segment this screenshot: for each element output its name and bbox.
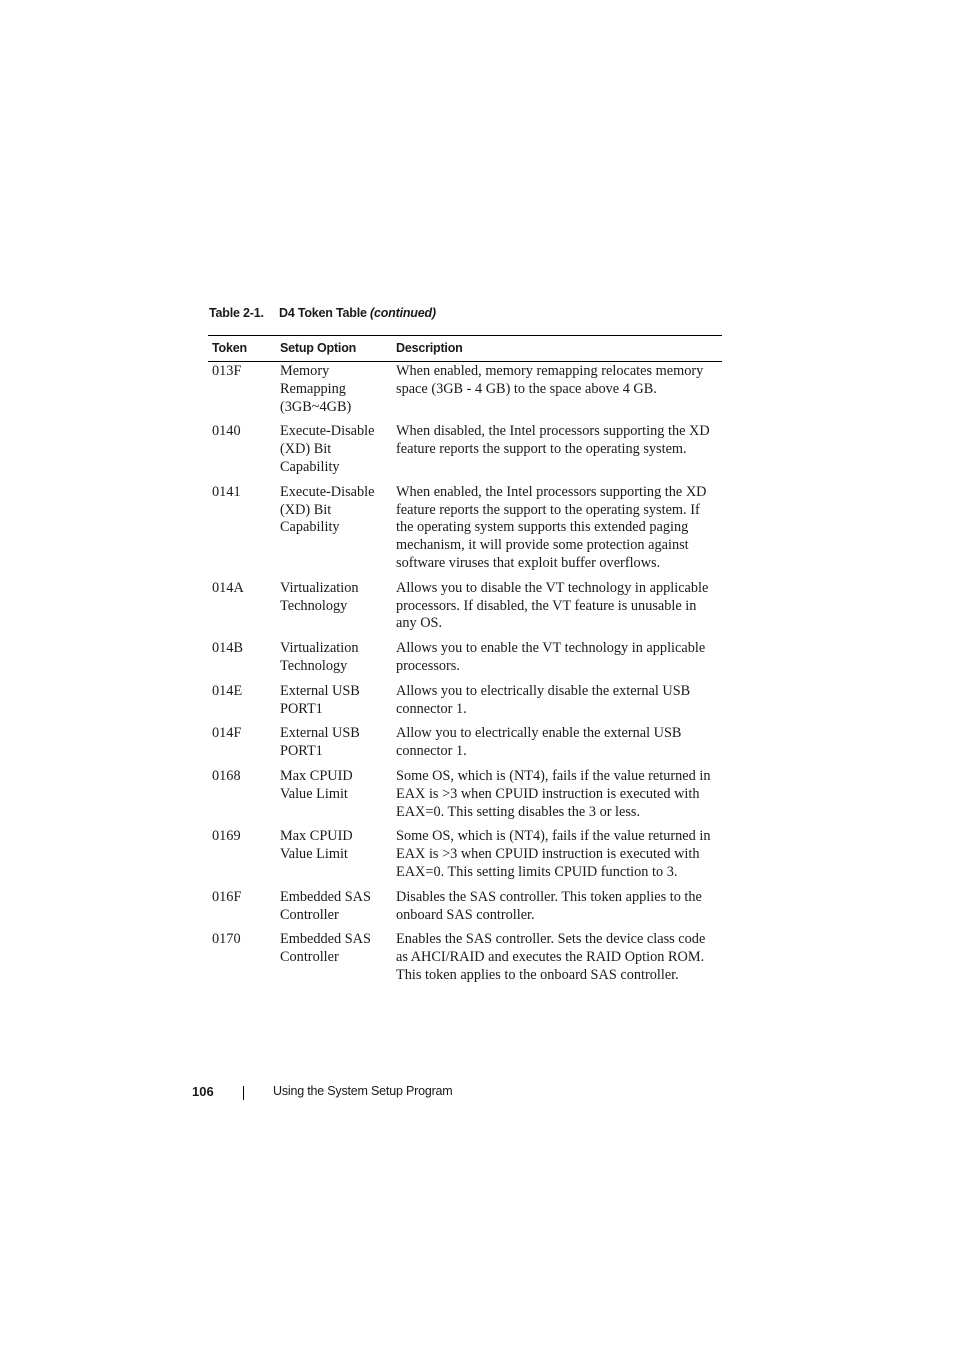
setup-option-cell: External USB PORT1 [280, 725, 360, 760]
token-cell: 0140 [212, 423, 241, 440]
page-footer [0, 1084, 954, 1104]
table-row [208, 931, 722, 991]
token-cell: 0169 [212, 828, 241, 845]
description-cell: Allows you to enable the VT technology in applicable processors. [396, 640, 706, 674]
header-setup-option: Setup Option [280, 340, 357, 355]
table-row [208, 725, 722, 768]
table-row [208, 828, 722, 888]
setup-option-cell: Embedded SAS Controller [280, 931, 371, 966]
setup-option-cell: Memory Remapping (3GB~4GB) [280, 363, 352, 415]
setup-option-cell: External USB PORT1 [280, 682, 360, 717]
token-cell: 016F [212, 888, 242, 905]
token-cell: 014B [212, 640, 243, 657]
setup-option-cell: Embedded SAS Controller [280, 888, 371, 923]
description-cell: Allows you to disable the VT technology in applicable processors. If disabled, the VT feature is unusable in any OS. [396, 579, 709, 632]
table-row [208, 423, 722, 483]
table-row [208, 484, 722, 580]
token-cell: 0170 [212, 931, 241, 948]
description-cell: When enabled, the Intel processors supporting the XD feature reports the support to the operating system. If the operating system supports this extended paging mechanism, it will provide some protection against software viruses that exploit buffer overflows. [396, 483, 707, 571]
table-row [208, 768, 722, 828]
description-cell: Allows you to electrically disable the external USB connector 1. [396, 682, 691, 717]
setup-option-cell: Max CPUID Value Limit [280, 767, 353, 802]
description-cell: Disables the SAS controller. This token applies to the onboard SAS controller. [396, 888, 702, 923]
header-description: Description [396, 340, 463, 355]
token-cell: 0168 [212, 767, 241, 784]
setup-option-cell: Max CPUID Value Limit [280, 828, 353, 863]
table-row [208, 683, 722, 726]
header-token: Token [212, 340, 247, 355]
table-row [208, 640, 722, 683]
description-cell: Some OS, which is (NT4), fails if the value returned in EAX is >3 when CPUID instruction is executed with EAX=0. This setting disables the 3 or less. [396, 767, 711, 820]
description-cell: When enabled, memory remapping relocates memory space (3GB - 4 GB) to the space above 4 GB. [396, 363, 704, 397]
table-row [208, 580, 722, 640]
table-row [208, 362, 722, 424]
setup-option-cell: Execute-Disable (XD) Bit Capability [280, 423, 375, 475]
section-title: Using the System Setup Program [273, 1084, 453, 1098]
description-cell: Enables the SAS controller. Sets the device class code as AHCI/RAID and executes the RAID Option ROM. This token applies to the onboard SAS controller. [396, 931, 706, 983]
description-cell: Some OS, which is (NT4), fails if the value returned in EAX is >3 when CPUID instruction is executed with EAX=0. This setting limits CPUID function to 3. [396, 828, 711, 880]
setup-option-cell: Virtualization Technology [280, 579, 359, 614]
token-cell: 014F [212, 725, 242, 742]
token-cell: 014A [212, 579, 244, 596]
description-cell: Allow you to electrically enable the external USB connector 1. [396, 725, 682, 760]
setup-option-cell: Execute-Disable (XD) Bit Capability [280, 483, 375, 536]
token-table [208, 335, 722, 992]
table-number: Table 2-1. [209, 306, 264, 320]
description-cell: When disabled, the Intel processors supporting the XD feature reports the support to the operating system. [396, 423, 710, 458]
footer-separator [243, 1086, 244, 1100]
table-title: D4 Token Table [279, 306, 367, 320]
setup-option-cell: Virtualization Technology [280, 640, 359, 674]
page-number: 106 [192, 1084, 214, 1099]
table-row [208, 889, 722, 932]
table-continued: (continued) [370, 306, 436, 320]
table-header-row [208, 336, 722, 362]
token-cell: 013F [212, 363, 242, 379]
table-caption [209, 306, 436, 320]
token-cell: 014E [212, 682, 243, 699]
token-cell: 0141 [212, 483, 241, 500]
